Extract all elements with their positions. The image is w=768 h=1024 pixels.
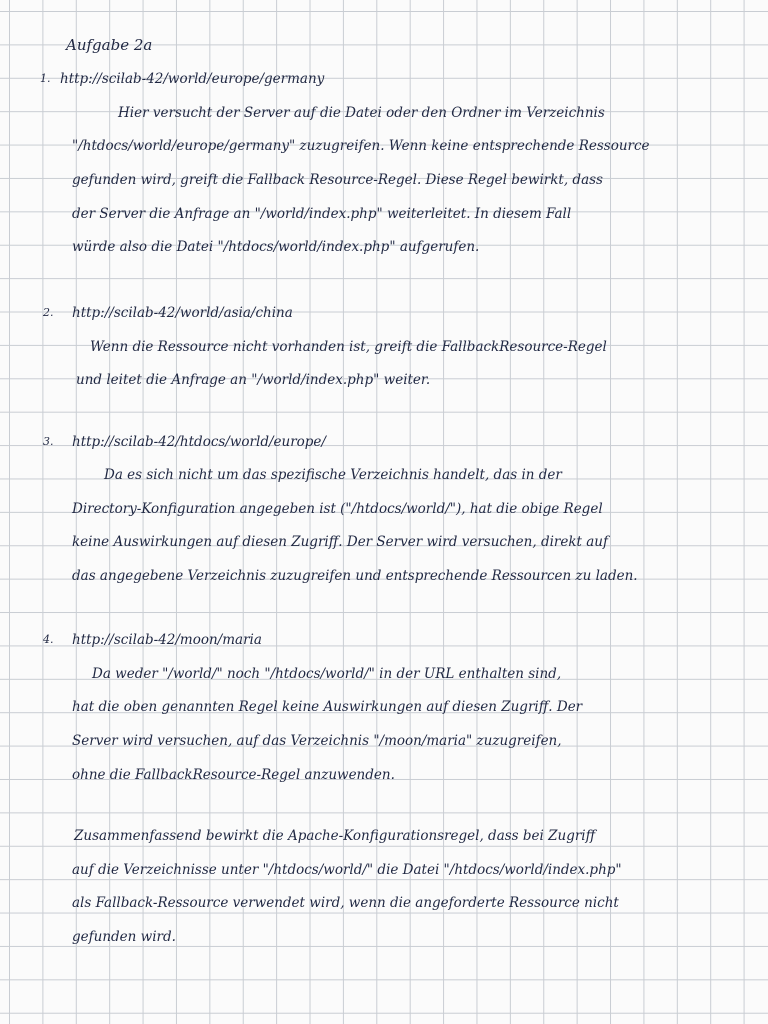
section-1-url: http://scilab-42/world/europe/germany bbox=[60, 71, 325, 87]
section-3-number: 3. bbox=[43, 435, 54, 448]
section-4-line-1: Da weder "/world/" noch "/htdocs/world/" in der URL enthalten sind, bbox=[92, 666, 562, 682]
section-2-url: http://scilab-42/world/asia/china bbox=[72, 305, 293, 321]
summary-line-3: als Fallback-Ressource verwendet wird, wenn die angeforderte Ressource nicht bbox=[72, 895, 619, 911]
section-2-number: 2. bbox=[43, 306, 54, 319]
section-1-line-2: "/htdocs/world/europe/germany" zuzugreifen. Wenn keine entsprechende Ressource bbox=[72, 138, 650, 154]
section-2-line-2: und leitet die Anfrage an "/world/index.php" weiter. bbox=[76, 372, 431, 388]
section-1-line-4: der Server die Anfrage an "/world/index.php" weiterleitet. In diesem Fall bbox=[72, 206, 572, 222]
summary-line-2: auf die Verzeichnisse unter "/htdocs/world/" die Datei "/htdocs/world/index.php" bbox=[72, 862, 622, 878]
summary-line-1: Zusammenfassend bewirkt die Apache-Konfigurationsregel, dass bei Zugriff bbox=[74, 828, 596, 844]
section-4-line-4: ohne die FallbackResource-Regel anzuwenden. bbox=[72, 767, 395, 783]
summary-line-4: gefunden wird. bbox=[72, 929, 176, 945]
section-4-line-2: hat die oben genannten Regel keine Auswirkungen auf diesen Zugriff. Der bbox=[72, 699, 583, 715]
section-3-line-1: Da es sich nicht um das spezifische Verzeichnis handelt, das in der bbox=[104, 467, 562, 483]
section-3-url: http://scilab-42/htdocs/world/europe/ bbox=[72, 434, 326, 450]
section-1-line-1: Hier versucht der Server auf die Datei oder den Ordner im Verzeichnis bbox=[118, 105, 605, 121]
section-3-line-2: Directory-Konfiguration angegeben ist ("/htdocs/world/"), hat die obige Regel bbox=[72, 501, 603, 517]
section-1-number: 1. bbox=[40, 72, 51, 85]
page-title: Aufgabe 2a bbox=[66, 36, 153, 54]
section-3-line-4: das angegebene Verzeichnis zuzugreifen und entsprechende Ressourcen zu laden. bbox=[72, 568, 638, 584]
section-4-number: 4. bbox=[43, 633, 54, 646]
section-1-line-5: würde also die Datei "/htdocs/world/index.php" aufgerufen. bbox=[72, 239, 480, 255]
section-1-line-3: gefunden wird, greift die Fallback Resource-Regel. Diese Regel bewirkt, dass bbox=[72, 172, 603, 188]
section-3-line-3: keine Auswirkungen auf diesen Zugriff. Der Server wird versuchen, direkt auf bbox=[72, 534, 608, 550]
section-4-url: http://scilab-42/moon/maria bbox=[72, 632, 262, 648]
section-4-line-3: Server wird versuchen, auf das Verzeichnis "/moon/maria" zuzugreifen, bbox=[72, 733, 562, 749]
section-2-line-1: Wenn die Ressource nicht vorhanden ist, greift die FallbackResource-Regel bbox=[90, 339, 607, 355]
